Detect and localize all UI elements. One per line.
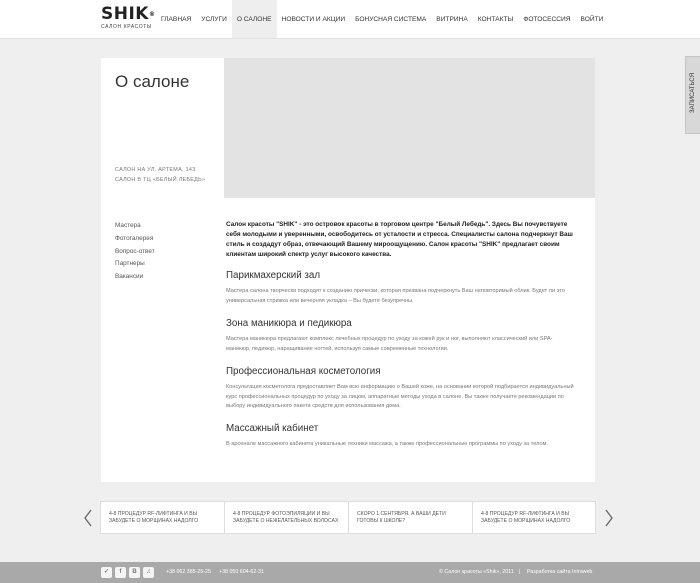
logo[interactable] xyxy=(101,6,155,34)
footer-phone-1: +38 062 385-25-25 xyxy=(166,569,211,575)
address-white-swan[interactable]: САЛОН В ТЦ «БЕЛЫЙ ЛЕБЕДЬ» xyxy=(115,177,206,183)
section-title-hair: Парикмахерский зал xyxy=(226,270,321,281)
footer xyxy=(0,562,700,583)
footer-separator: | xyxy=(519,569,521,575)
footer-copyright: © Салон красоты «Shik», 2011 xyxy=(439,569,514,575)
book-appointment-label: ЗАПИСАТЬСЯ xyxy=(690,72,696,114)
slider-prev-button[interactable] xyxy=(83,508,93,528)
vkontakte-icon[interactable]: В xyxy=(129,567,140,578)
nav-item-bonus[interactable]: БОНУСНАЯ СИСТЕМА xyxy=(355,16,427,23)
section-title-massage: Массажный кабинет xyxy=(226,423,319,434)
side-menu xyxy=(115,220,155,284)
section-text-hair: Мастера салона творчески подходят к созданию прически, которая призвана подчеркнуть Ваш неповторимый облик. Будет ли это универсальная стрижка или вечерняя укладка – Вы будете безупречны. xyxy=(226,288,566,304)
section-title-manicure: Зона маникюра и педикюра xyxy=(226,318,352,329)
book-appointment-tab[interactable] xyxy=(685,56,700,134)
content-card xyxy=(101,58,595,482)
logo-text: SHIK® xyxy=(101,4,156,24)
chevron-right-icon xyxy=(604,508,614,528)
footer-phone-2: +38 050 604-62-31 xyxy=(219,569,264,575)
nav-item-about[interactable]: О САЛОНЕ xyxy=(232,0,277,38)
slider-next-button[interactable] xyxy=(604,508,614,528)
promo-slide[interactable]: СКОРО 1 СЕНТЯБРЯ. А ВАШИ ДЕТИ ГОТОВЫ К ШКОЛЕ? xyxy=(349,502,473,533)
side-menu-vacancies[interactable]: Вакансии xyxy=(115,273,144,281)
nav-item-contacts[interactable]: КОНТАКТЫ xyxy=(477,16,514,23)
nav-item-login[interactable]: ВОЙТИ xyxy=(580,16,604,23)
nav-item-home[interactable]: ГЛАВНАЯ xyxy=(161,16,192,23)
section-title-cosmetology: Профессиональная косметология xyxy=(226,366,381,377)
chevron-left-icon xyxy=(83,508,93,528)
promo-slide[interactable]: 4-8 ПРОЦЕДУР RF-ЛИФТИНГА И ВЫ ЗАБУДЕТЕ О МОРЩИНАХ НАДОЛГО xyxy=(481,511,571,525)
side-menu-faq[interactable]: Вопрос-ответ xyxy=(115,247,155,255)
section-text-massage: В арсенале массажного кабинета уникальные техники массажа, а также профессиональные программы по уходу за телом. xyxy=(226,441,548,447)
main-content xyxy=(226,220,576,447)
vk-icon[interactable]: ✓ xyxy=(101,567,112,578)
promo-slide[interactable]: 4-8 ПРОЦЕДУР RF-ЛИФТИНГА И ВЫ ЗАБУДЕТЕ О МОРЩИНАХ НАДОЛГО xyxy=(101,502,225,533)
side-menu-gallery[interactable]: Фотогалерея xyxy=(115,234,154,242)
page-title: О салоне xyxy=(115,72,190,91)
header xyxy=(0,0,700,39)
intro-text: Салон красоты "SHIK" - это островок красоты в торговом центре "Белый Лебедь". Здесь Вы почувствуете себя молодыми и уверенными, освободитесь от усталости и стресса. Специалисты салона подчеркнут Ваш стиль и создадут образ, отвечающий Вашему мироощущению. Салон красоты "SHIK" предлагает своим клиентам широкий спектр услуг высокого качества. xyxy=(226,221,573,258)
side-menu-masters[interactable]: Мастера xyxy=(115,222,141,229)
section-text-cosmetology: Консультация косметолога предоставляет Вам всю информацию о Вашей коже, на основании которой подбирается индивидуальный курс профессиональных процедур по уходу за лицом, аппаратные методы ухода в салоне. Вы также получаете рекомендации по выбору индивидуального пакета средств для использования дома. xyxy=(226,384,574,410)
side-menu-partners[interactable]: Партнеры xyxy=(115,260,145,268)
section-text-manicure: Мастера маникюра предлагают комплекс лечебных процедур по уходу за кожей рук и ног, выполняют классический или SPA-маникюр, педикюр, наращивание ногтей, используя самые современные технологии. xyxy=(226,336,553,352)
main-nav xyxy=(156,0,608,38)
nav-item-showcase[interactable]: ВИТРИНА xyxy=(436,16,468,23)
footer-developer-link[interactable]: Разработка сайта Intraweb xyxy=(527,569,593,575)
music-icon[interactable]: ♫ xyxy=(143,567,154,578)
nav-item-photoshoot[interactable]: ФОТОСЕССИЯ xyxy=(523,16,571,23)
logo-subtitle: САЛОН КРАСОТЫ xyxy=(101,24,152,30)
address-artema[interactable]: САЛОН НА УЛ. АРТЕМА, 143 xyxy=(115,167,196,173)
nav-item-services[interactable]: УСЛУГИ xyxy=(201,16,227,23)
hero-image xyxy=(224,58,595,198)
promo-slider xyxy=(100,501,596,534)
promo-slide[interactable]: 4-8 ПРОЦЕДУР ФОТОЭПИЛЯЦИИ И ВЫ ЗАБУДЕТЕ О НЕЖЕЛАТЕЛЬНЫХ ВОЛОСАХ xyxy=(225,502,349,533)
facebook-icon[interactable]: f xyxy=(115,567,126,578)
nav-item-news[interactable]: НОВОСТИ И АКЦИИ xyxy=(281,16,346,23)
